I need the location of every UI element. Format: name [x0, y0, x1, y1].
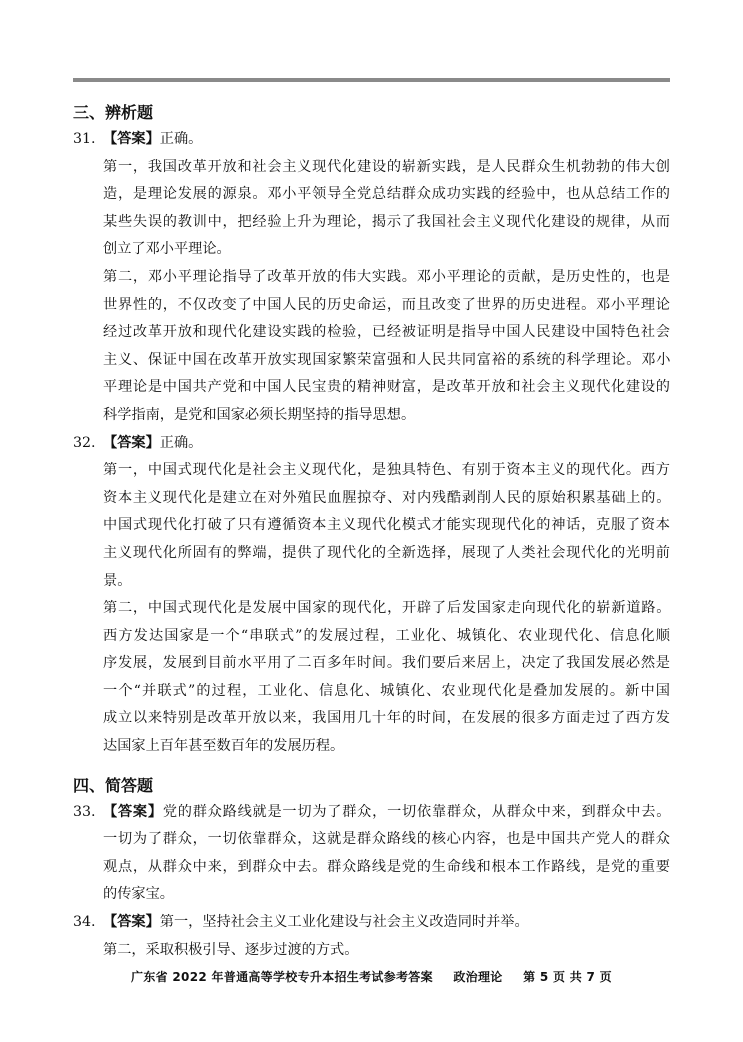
item-body — [103, 126, 670, 430]
text-line: 达国家上百年甚至数百年的发展历程。 — [103, 738, 345, 755]
text-line: 某些失误的教训中，把经验上升为理论，揭示了我国社会主义现代化建设的规律，从而 — [103, 213, 670, 230]
text-line: 中国式现代化打破了只有遵循资本主义现代化模式才能实现现代化的神话，克服了资本 — [103, 517, 670, 534]
text-line: 创立了邓小平理论。 — [103, 241, 231, 258]
text-line: 经过改革开放和现代化建设实践的检验，已经被证明是指导中国人民建设中国特色社会 — [103, 324, 670, 341]
text-line: 科学指南，是党和国家必须长期坚持的指导思想。 — [103, 406, 416, 423]
answer-tag: 【答案】 — [103, 803, 163, 820]
footer-exam-title: 广东省 2022 年普通高等学校专升本招生考试参考答案 — [131, 970, 433, 984]
answer-tag: 【答案】 — [103, 914, 160, 931]
answer-tag: 【答案】 — [103, 131, 160, 147]
text-line: 第二，采取积极引导、逐步过渡的方式。 — [103, 941, 359, 958]
text-line: 景。 — [103, 572, 132, 589]
answer-lead: 党的群众路线就是一切为了群众，一切依靠群众，从群众中来，到群众中去。 — [162, 803, 670, 820]
text-line: 第二，中国式现代化是发展中国家的现代化，开辟了后发国家走向现代化的崭新道路。 — [103, 600, 670, 617]
section-heading-bianxi: 三、辨析题 — [73, 103, 154, 122]
item-body — [103, 799, 670, 909]
answer-line — [103, 430, 670, 458]
section-heading-jianda: 四、简答题 — [73, 775, 154, 795]
page-footer — [0, 968, 743, 985]
answer-line — [103, 799, 670, 827]
item-body — [103, 909, 670, 964]
text-line: 造，是理论发展的源泉。邓小平领导全党总结群众成功实践的经验中，也从总结工作的 — [103, 186, 670, 203]
text-line: 成立以来特别是改革开放以来，我国用几十年的时间，在发展的很多方面走过了西方发 — [103, 710, 670, 727]
footer-page-number: 第 5 页 共 7 页 — [523, 970, 612, 984]
answer-item-31 — [73, 126, 670, 430]
text-line: 的传家宝。 — [103, 886, 174, 903]
answer-content — [73, 100, 670, 964]
text-line: 平理论是中国共产党和中国人民宝贵的精神财富，是改革开放和社会主义现代化建设的 — [103, 379, 670, 396]
footer-subject: 政治理论 — [453, 970, 503, 984]
answer-line — [103, 126, 670, 154]
text-line: 西方发达国家是一个“串联式”的发展过程，工业化、城镇化、农业现代化、信息化顺 — [103, 627, 670, 644]
item-number: 32. — [73, 434, 96, 451]
text-line: 观点，从群众中来，到群众中去。群众路线是党的生命线和根本工作路线，是党的重要 — [103, 858, 670, 875]
item-number: 34. — [73, 914, 96, 931]
text-line: 世界性的，不仅改变了中国人民的历史命运，而且改变了世界的历史进程。邓小平理论 — [103, 296, 670, 313]
answer-item-34 — [73, 909, 670, 964]
text-line: 主义现代化所固有的弊端，提供了现代化的全新选择，展现了人类社会现代化的光明前 — [103, 544, 670, 561]
answer-tag: 【答案】 — [103, 434, 160, 451]
text-line: 一切为了群众，一切依靠群众，这就是群众路线的核心内容，也是中国共产党人的群众 — [103, 831, 670, 848]
text-line: 序发展，发展到目前水平用了二百多年时间。我们要后来居上，决定了我国发展必然是 — [103, 655, 670, 672]
answer-lead: 正确。 — [159, 434, 203, 451]
item-body — [103, 430, 670, 761]
text-line: 第一，中国式现代化是社会主义现代化，是独具特色、有别于资本主义的现代化。西方 — [103, 462, 670, 479]
answer-lead: 第一，坚持社会主义工业化建设与社会主义改造同时并举。 — [159, 914, 529, 931]
item-number: 33. — [73, 803, 96, 820]
answer-item-32 — [73, 430, 670, 761]
text-line: 第二，邓小平理论指导了改革开放的伟大实践。邓小平理论的贡献，是历史性的，也是 — [103, 268, 670, 285]
answer-lead: 正确。 — [159, 131, 203, 147]
text-line: 资本主义现代化是建立在对外殖民血腥掠夺、对内残酷剥削人民的原始积累基础上的。 — [103, 489, 670, 506]
header-rule — [73, 78, 670, 82]
text-line: 主义、保证中国在改革开放实现国家繁荣富强和人民共同富裕的系统的科学理论。邓小 — [103, 351, 670, 368]
text-line: 第一，我国改革开放和社会主义现代化建设的崭新实践，是人民群众生机勃勃的伟大创 — [103, 158, 670, 175]
answer-item-33 — [73, 799, 670, 909]
answer-line — [103, 909, 670, 937]
item-number: 31. — [73, 131, 96, 147]
text-line: 一个“并联式”的过程，工业化、信息化、城镇化、农业现代化是叠加发展的。新中国 — [103, 682, 670, 699]
